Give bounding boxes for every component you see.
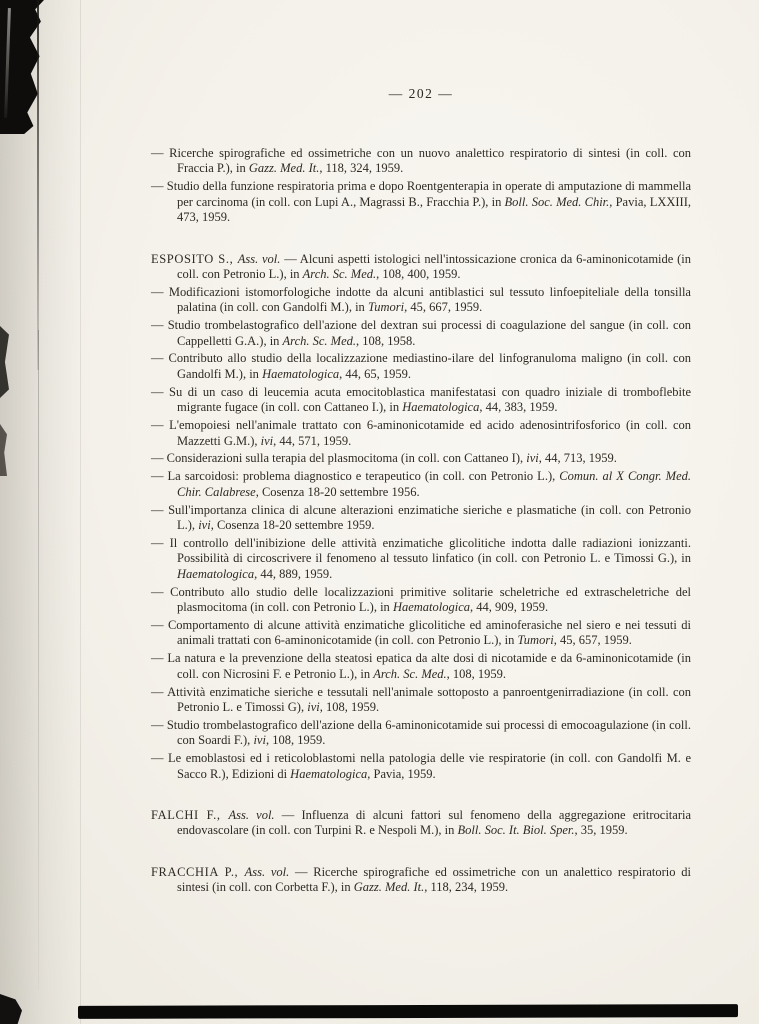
binding-gutter-shadow [0, 0, 82, 1024]
bib-segment: — Attività enzimatiche sieriche e tessutali nell'animale sottoposto a panroentgenirradiazione (in coll. con Petronio L. e Timossi G), [151, 684, 691, 714]
bib-entry [151, 469, 691, 500]
bib-segment-italic: ivi [260, 433, 274, 448]
bib-segment-italic: ivi [526, 451, 539, 466]
bib-segment: — Considerazioni sulla terapia del plasmocitoma (in coll. con Cattaneo I), [151, 451, 527, 466]
bib-entry [151, 418, 691, 449]
page-number: — 202 — [388, 86, 454, 101]
bib-author-name: FALCHI F., [151, 808, 229, 823]
bib-segment: , 118, 234, 1959. [424, 880, 509, 895]
bib-segment-italic: ivi [198, 518, 211, 533]
bib-entry [151, 318, 691, 349]
bibliography [151, 146, 691, 896]
bib-segment: — Studio trombelastografico dell'azione del dextran sui processi di coagulazione del sangue (in coll. con Cappelletti G.A.), in [151, 318, 691, 348]
scan-artifact-streak [4, 8, 11, 118]
bib-segment-italic: Ass. vol. [237, 251, 281, 266]
bib-segment-italic: Boll. Soc. Med. Chir. [504, 194, 610, 209]
bib-segment: , Cosenza 18-20 settembre 1959. [210, 518, 375, 533]
bib-segment: — Il controllo dell'inibizione delle attività enzimatiche glicolitiche indotta dalle radiazioni ionizzanti. Possibilità di circoscrivere il fenomeno al tessuto linfatico (in coll. con Petronio L. e Timossi G.), in [151, 535, 691, 566]
bib-segment: — Contributo allo studio della localizzazione mediastino-ilare del linfogranuloma maligno (in coll. con Gandolfi M.), in [151, 351, 691, 381]
bib-segment-italic: Haematologica [262, 366, 340, 381]
bib-segment-italic: Gazz. Med. It. [248, 161, 320, 176]
bib-segment: — Studio trombelastografico dell'azione della 6-aminonicotamide sui processi di emocoagulazione (in coll. con Soardi F.), [151, 717, 691, 748]
bib-segment-italic: Arch. Sc. Med. [302, 266, 377, 281]
bib-segment: , 44, 909, 1959. [470, 600, 549, 615]
bib-segment: — Contributo allo studio delle localizzazioni primitive solitarie scheletriche ed extrascheletriche del plasmocitoma (in coll. con Petronio L.), in [151, 584, 691, 615]
scan-artifact-scratch-line [37, 0, 39, 370]
bib-segment-italic: Tumori [367, 300, 405, 315]
page-fold-line [80, 0, 81, 1024]
bib-segment: — La sarcoidosi: problema diagnostico e terapeutico (in coll. con Petronio L.), [151, 469, 560, 484]
bib-segment-italic: Arch. Sc. Med. [373, 666, 447, 681]
bib-segment-italic: Comun. al X Congr. Med. Chir. Calabrese [177, 469, 691, 499]
bib-segment: , 44, 889, 1959. [254, 566, 333, 581]
bib-author-name: FRACCHIA P., [151, 864, 245, 879]
bib-entry-author [151, 865, 691, 896]
bib-segment: , 45, 667, 1959. [404, 300, 483, 315]
bib-segment: — Comportamento di alcune attività enzimatiche glicolitiche ed aminoferasiche nel siero e nei tessuti di animali trattati con 6-aminonicotamide (in coll. con Petronio L.), in [151, 617, 691, 648]
bib-entry [151, 451, 691, 466]
bib-segment: , Cosenza 18-20 settembre 1956. [255, 484, 420, 499]
bib-segment-italic: Haematologica [392, 600, 471, 615]
bib-segment: — Modificazioni istomorfologiche indotte da alcuni antiblastici sul tessuto linfoepiteliale della tonsilla palatina (in coll. con Gandolfi M.), in [151, 284, 691, 315]
text-block [151, 86, 691, 898]
bib-entry [151, 536, 691, 582]
bib-segment: — L'emopoiesi nell'animale trattato con 6-aminonicotamide ed acido adenosintrifosforico (in coll. con Mazzetti G.M.), [151, 418, 691, 448]
bib-segment-italic: Tumori [517, 633, 554, 648]
bib-entry [151, 585, 691, 616]
bib-segment: , 108, 1959. [446, 666, 507, 681]
bib-segment: , 108, 1958. [356, 333, 416, 348]
bib-segment: , 35, 1959. [574, 823, 628, 838]
scan-artifact-scratch-line-faint [38, 330, 39, 990]
bib-segment-italic: Ass. vol. [228, 808, 275, 823]
bib-segment: , 108, 400, 1959. [376, 266, 461, 281]
bib-segment: , 108, 1959. [319, 700, 380, 714]
bib-segment: — Ricerche spirografiche ed ossimetriche con un nuovo analettico respiratorio di sintesi (in coll. con Fraccia P.), in [151, 146, 691, 176]
bib-segment: — Alcuni aspetti istologici nell'intossicazione cronica da 6-aminonicotamide (in coll. con Petronio L.), in [177, 251, 692, 281]
bib-segment-italic: Haematologica [290, 766, 368, 781]
bib-author-name: ESPOSITO S., [151, 251, 238, 266]
bib-entry [151, 751, 691, 782]
bib-segment: , 44, 571, 1959. [273, 433, 352, 448]
bib-segment-italic: Gazz. Med. It. [353, 880, 425, 895]
bib-segment-italic: ivi [307, 700, 320, 714]
bib-segment: — Le emoblastosi ed i reticoloblastomi nella patologia delle vie respiratorie (in coll. con Gandolfi M. e Sacco R.), Edizioni di [151, 751, 691, 781]
bib-entry [151, 618, 691, 649]
bib-entry [151, 146, 691, 177]
bib-entry [151, 685, 691, 716]
bib-segment: — Sull'importanza clinica di alcune alterazioni enzimatiche sieriche e plasmatiche (in coll. con Petronio L.), [151, 502, 691, 533]
bib-segment: — Studio della funzione respiratoria prima e dopo Roentgenterapia in operate di amputazione di mammella per carcinoma (in coll. con Lupi A., Magrassi B., Fracchia P.), in [151, 179, 691, 209]
bib-entry-author [151, 808, 691, 839]
bib-segment: — La natura e la prevenzione della steatosi epatica da alte dosi di nicotamide e da 6-aminonicotamide (in coll. con Nicrosini F. e Petronio L.), in [151, 651, 691, 681]
bib-segment: — Ricerche spirografiche ed ossimetriche con un analettico respiratorio di sintesi (in coll. con Corbetta F.), in [177, 864, 691, 895]
bib-segment: , Pavia, 1959. [367, 766, 436, 781]
bib-entry-author [151, 252, 691, 283]
bib-entry [151, 285, 691, 316]
bib-segment: — Su di un caso di leucemia acuta emocitoblastica manifestatasi con quadro iniziale di tromboflebite migrante fugace (in coll. con Cattaneo I.), in [151, 384, 691, 415]
bib-entry [151, 179, 691, 225]
bib-segment: , 45, 657, 1959. [553, 633, 632, 648]
bib-entry [151, 718, 691, 749]
bib-segment-italic: Arch. Sc. Med. [282, 333, 357, 348]
bib-segment: — Influenza di alcuni fattori sul fenomeno della aggregazione eritrocitaria endovascolare (in coll. con Turpini R. e Nespoli M.), in [177, 808, 692, 838]
bib-entry [151, 385, 691, 416]
bib-segment: , 108, 1959. [265, 733, 326, 748]
bib-entry [151, 503, 691, 534]
bib-entry [151, 351, 691, 382]
bib-segment: , 44, 65, 1959. [339, 366, 412, 381]
bib-segment: , 44, 383, 1959. [479, 400, 558, 415]
bib-segment-italic: Boll. Soc. It. Biol. Sper. [457, 823, 575, 838]
bib-segment: , 44, 713, 1959. [538, 451, 617, 466]
bib-segment-italic: ivi [253, 733, 266, 748]
scan-artifact-bottom-bar [78, 1004, 738, 1019]
bib-segment: , 118, 324, 1959. [319, 161, 404, 176]
bib-segment-italic: Haematologica [402, 400, 480, 415]
bib-segment: , Pavia, LXXIII, 473, 1959. [177, 194, 692, 225]
bib-segment-italic: Haematologica [177, 566, 255, 581]
bib-entry [151, 651, 691, 682]
bib-segment-italic: Ass. vol. [244, 864, 290, 879]
